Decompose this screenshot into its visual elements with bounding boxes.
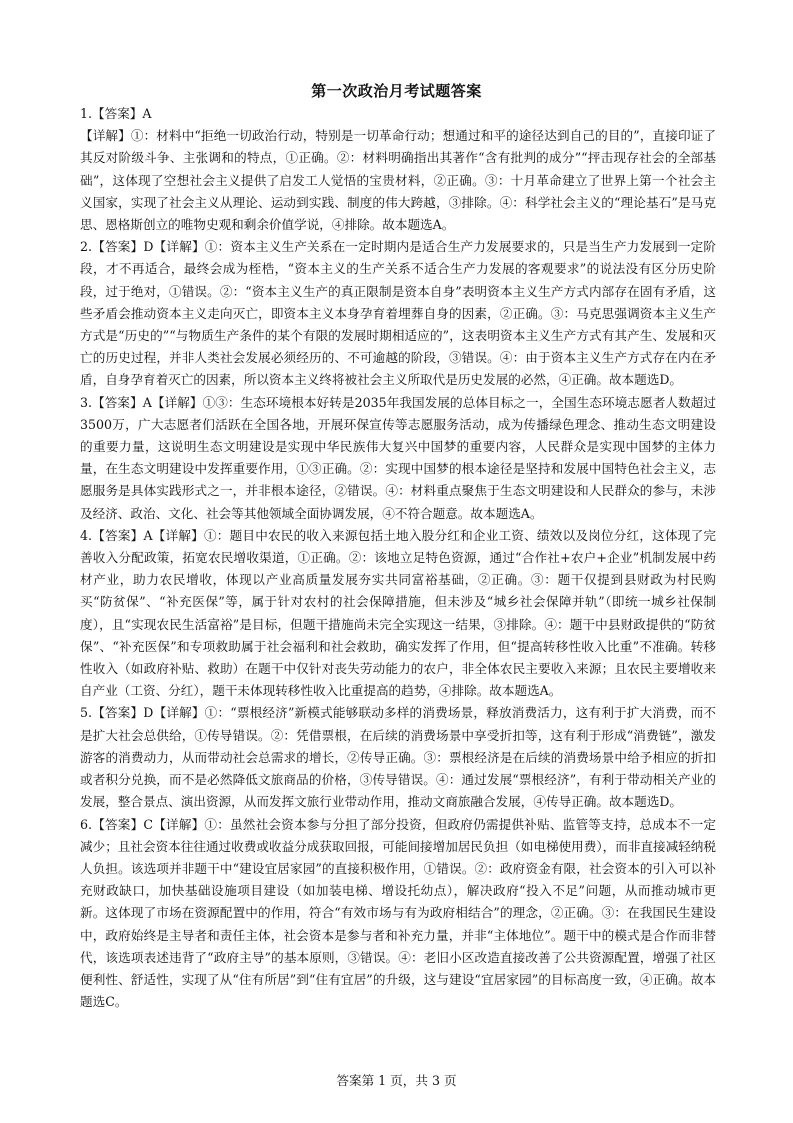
answer-1-heading: 1.【答案】A: [80, 106, 152, 121]
answer-2: 2.【答案】D【详解】①：资本主义生产关系在一定时期内是适合生产力发展要求的，只是当生产力发展到一定阶段，才不再适合，最终会成为桎梏，“资本主义的生产关系不适合生产力发展的客观要求”的说法没有区分历史阶段，过于绝对，①错误。②：“资本主义生产的真正限制是资本自身”表明资本主义生产方式内部存在固有矛盾，这些矛盾会推动资本主义走向灭亡，即资本主义本身孕育着埋葬自身的因素，②正确。③：马克思强调资本主义生产方式是“历史的”“与物质生产条件的某个有限的发展时期相适应的”，这表明资本主义生产方式有其产生、发展和灭亡的历史过程，并非人类社会发展必须经历的、不可逾越的阶段，③错误。④：由于资本主义生产方式存在内在矛盾，自身孕育着灭亡的因素，所以资本主义终将被社会主义所取代是历史发展的必然，④正确。故本题选D。: [80, 239, 716, 388]
answer-1-detail: 【详解】①：材料中“拒绝一切政治行动，特别是一切革命行动；想通过和平的途径达到自己的目的”，直接印证了其反对阶级斗争、主张调和的特点，①正确。②：材料明确指出其著作“含有批判的成分”“抨击现存社会的全部基础”，这体现了空想社会主义提供了启发工人觉悟的宝贵材料，②正确。③：十月革命建立了世界上第一个社会主义国家，实现了社会主义从理论、运动到实践、制度的伟大跨越，③排除。④：科学社会主义的“理论基石”是马克思、恩格斯创立的唯物史观和剩余价值学说，④排除。故本题选A。: [80, 128, 716, 233]
answer-list: [80, 103, 716, 1013]
page-title: 第一次政治月考试题答案: [311, 82, 482, 100]
answer-4: 4.【答案】A【详解】①：题目中农民的收入来源包括土地入股分红和企业工资、绩效以及岗位分红，这体现了完善收入分配政策，拓宽农民增收渠道，①正确。②：该地立足特色资源，通过“合作社+农户+企业”机制发展中药材产业，助力农民增收，体现以产业高质量发展夯实共同富裕基础，②正确。③：题干仅提到县财政为村民购买“防贫保”、“补充医保”等，属于针对农村的社会保障措施，但未涉及“城乡社会保障并轨”（即统一城乡社保制度），且“实现农民生活富裕”是目标，但题干措施尚未完全实现这一结果，③排除。④：题干中县财政提供的“防贫保”、“补充医保”和专项救助属于社会福利和社会救助，确实发挥了作用，但“提高转移性收入比重”不准确。转移性收入（如政府补贴、救助）在题干中仅针对丧失劳动能力的农户，非全体农民主要收入来源；且农民主要增收来自产业（工资、分红），题干未体现转移性收入比重提高的趋势，④排除。故本题选A。: [80, 527, 716, 699]
page-footer: 答案第 1 页，共 3 页: [336, 1073, 457, 1088]
answer-5: 5.【答案】D【详解】①：“票根经济”新模式能够联动多样的消费场景，释放消费活力，这有利于扩大消费，而不是扩大社会总供给，①传导错误。②：凭借票根，在后续的消费场景中享受折扣等，这有利于形成“消费链”，激发游客的消费动力，从而带动社会总需求的增长，②传导正确。③：票根经济是在后续的消费场景中给予相应的折扣或者积分兑换，而不是必然降低文旅商品的价格，③传导错误。④：通过发展“票根经济”，有利于带动相关产业的发展，整合景点、演出资源，从而发挥文旅行业带动作用，推动文商旅融合发展，④传导正确。故本题选D。: [80, 705, 716, 810]
answer-6: 6.【答案】C【详解】①：虽然社会资本参与分担了部分投资，但政府仍需提供补贴、监管等支持，总成本不一定减少；且社会资本往往通过收费或收益分成获取回报，可能间接增加居民负担（如电梯使用费），而非直接减轻纳税人负担。该选项并非题干中“建设宜居家园”的直接积极作用，①错误。②：政府资金有限，社会资本的引入可以补充财政缺口，加快基础设施项目建设（如加装电梯、增设托幼点），解决政府“投入不足”问题，从而推动城市更新。这体现了市场在资源配置中的作用，符合“有效市场与有为政府相结合”的理念，②正确。③：在我国民生建设中，政府始终是主导者和责任主体，社会资本是参与者和补充力量，并非“主体地位”。题干中的模式是合作而非替代，该选项表述违背了“政府主导”的基本原则，③错误。④：老旧小区改造直接改善了公共资源配置，增强了社区便利性、舒适性，实现了从“住有所居”到“住有宜居”的升级，这与建设“宜居家园”的目标高度一致，④正确。故本题选C。: [80, 816, 716, 1010]
answer-3: 3.【答案】A【详解】①③：生态环境根本好转是2035年我国发展的总体目标之一，全国生态环境志愿者人数超过3500万，广大志愿者们活跃在全国各地，开展环保宣传等志愿服务活动，成为传播绿色理念、推动生态文明建设的重要力量，这说明生态文明建设是实现中华民族伟大复兴中国梦的重要内容，人民群众是实现中国梦的主体力量，在生态文明建设中发挥重要作用，①③正确。②：实现中国梦的根本途径是坚持和发展中国特色社会主义，志愿服务是具体实践形式之一，并非根本途径，②错误。④：材料重点聚焦于生态文明建设和人民群众的参与，未涉及经济、政治、文化、社会等其他领域全面协调发展，④不符合题意。故本题选A。: [80, 394, 716, 521]
